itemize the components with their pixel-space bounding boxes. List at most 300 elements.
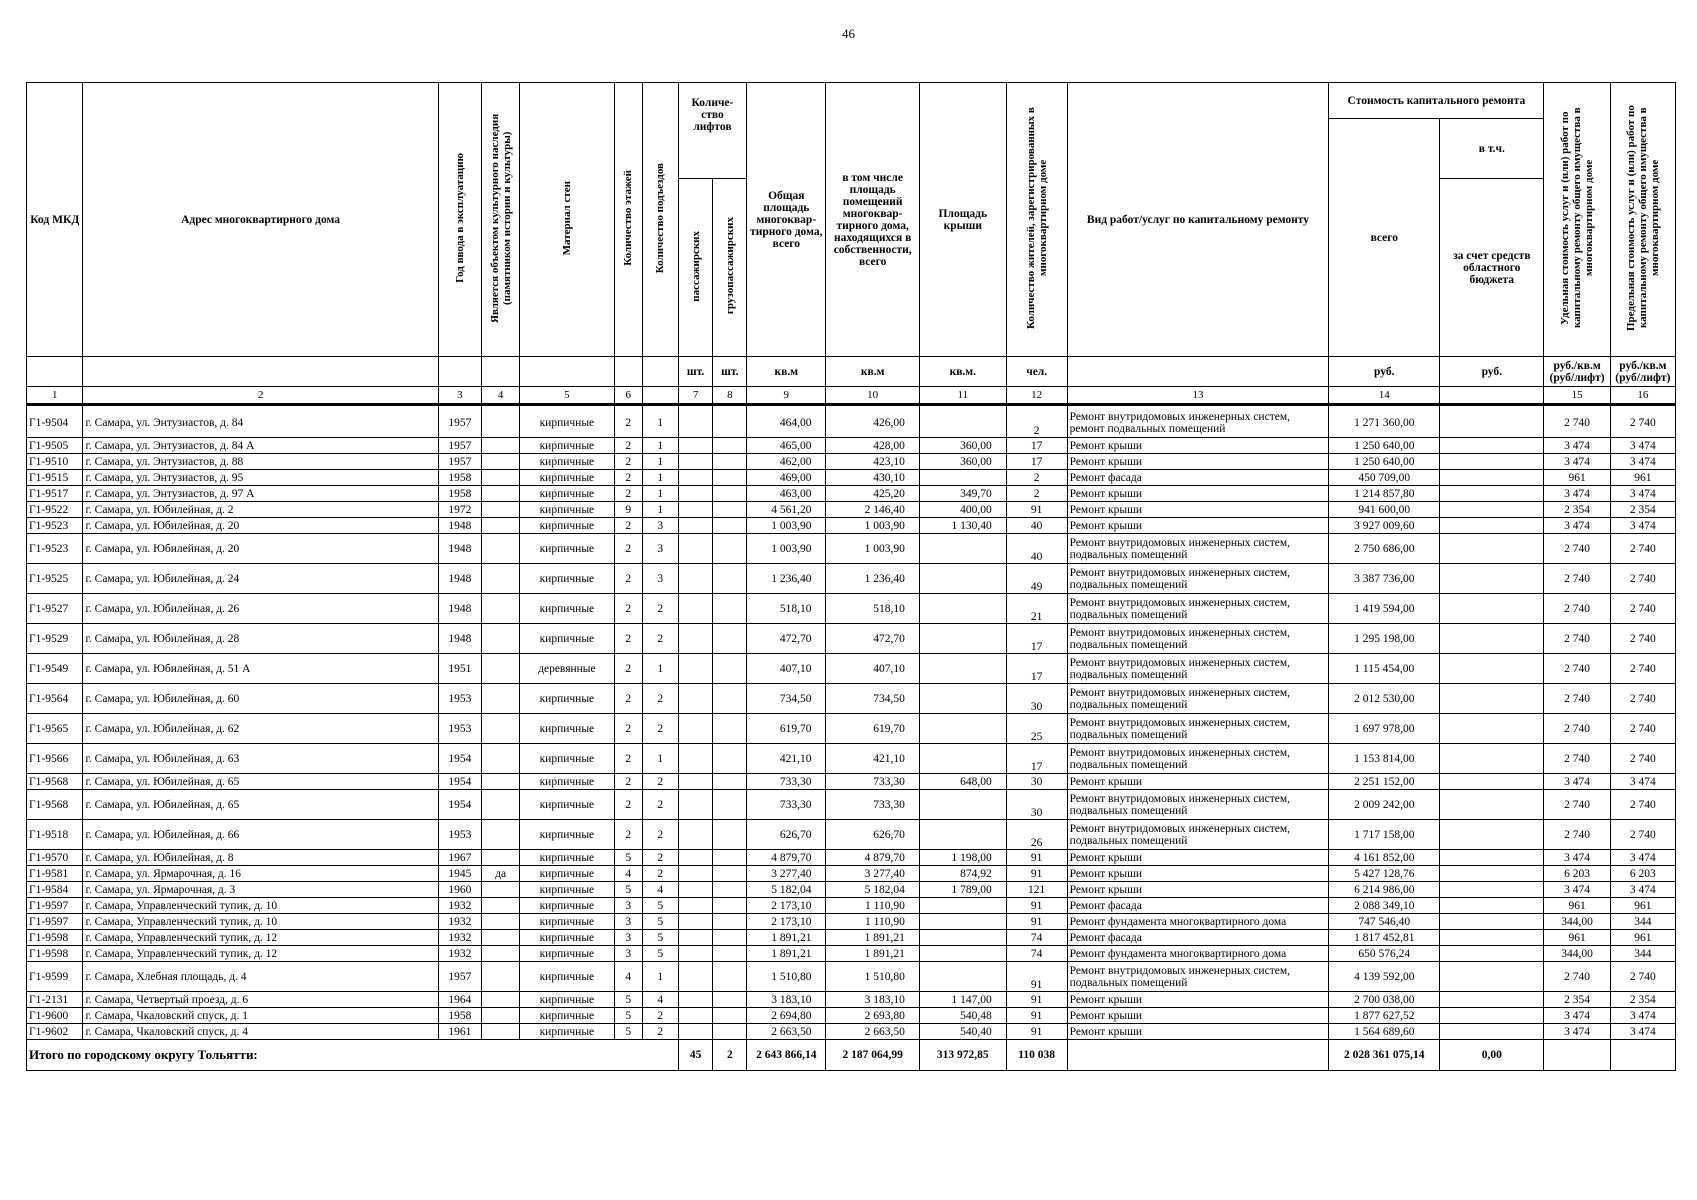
row-entrances: 2 [642,790,678,820]
row-address: г. Самара, Управленческий тупик, д. 12 [83,946,438,962]
row-address: г. Самара, Чкаловский спуск, д. 4 [83,1024,438,1040]
row-roof-area [919,594,1006,624]
row-residents: 91 [1006,992,1067,1008]
row-entrances: 2 [642,684,678,714]
header-work-type: Вид работ/услуг по капитальному ремонту [1067,83,1329,357]
row-limit-cost: 3 474 [1610,1008,1675,1024]
row-code: Г1-9505 [27,438,83,454]
row-entrances: 2 [642,594,678,624]
row-wall-material: кирпичные [520,1008,615,1024]
row-unit-cost: 3 474 [1544,882,1610,898]
row-lifts-passenger [678,1024,713,1040]
unit-rate: руб./кв.м (руб/лифт) [1610,357,1675,387]
row-lifts-cargo [713,820,747,850]
row-limit-cost: 3 474 [1610,774,1675,790]
table-row [27,486,1676,502]
row-lifts-passenger [678,714,713,744]
row-heritage [482,790,520,820]
row-lifts-passenger [678,946,713,962]
row-roof-area [919,714,1006,744]
row-floors: 2 [614,518,642,534]
row-code: Г1-9597 [27,898,83,914]
row-area: 1 891,21 [747,930,826,946]
row-owned-area: 2 146,40 [826,502,919,518]
row-year: 1964 [438,992,481,1008]
row-area: 1 003,90 [747,534,826,564]
row-work-type: Ремонт внутридомовых инженерных систем, подвальных помещений [1067,714,1329,744]
row-residents: 30 [1006,684,1067,714]
row-lifts-passenger [678,518,713,534]
row-limit-cost: 2 740 [1610,654,1675,684]
table-row [27,534,1676,564]
row-owned-area: 430,10 [826,470,919,486]
header-regional-budget: за счет средств областного бюджета [1440,179,1544,357]
header-code: Код МКД [27,83,83,357]
row-cost: 450 709,00 [1329,470,1440,486]
row-code: Г1-9564 [27,684,83,714]
row-wall-material: кирпичные [520,486,615,502]
row-heritage [482,594,520,624]
row-address: г. Самара, ул. Юбилейная, д. 20 [83,534,438,564]
row-year: 1953 [438,714,481,744]
row-owned-area: 5 182,04 [826,882,919,898]
row-cost: 2 700 038,00 [1329,992,1440,1008]
row-cost: 2 251 152,00 [1329,774,1440,790]
row-entrances: 2 [642,714,678,744]
row-lifts-cargo [713,405,747,438]
row-roof-area: 540,40 [919,1024,1006,1040]
row-year: 1954 [438,744,481,774]
row-floors: 2 [614,654,642,684]
column-number [642,387,678,405]
row-regional [1440,790,1544,820]
row-code: Г1-9522 [27,502,83,518]
row-floors: 3 [614,898,642,914]
row-owned-area: 2 663,50 [826,1024,919,1040]
row-wall-material: кирпичные [520,992,615,1008]
row-unit-cost: 3 474 [1544,454,1610,470]
row-residents: 91 [1006,914,1067,930]
row-residents: 21 [1006,594,1067,624]
row-unit-cost: 2 740 [1544,594,1610,624]
row-code: Г1-9600 [27,1008,83,1024]
row-regional [1440,714,1544,744]
row-area: 464,00 [747,405,826,438]
row-roof-area: 360,00 [919,454,1006,470]
row-wall-material: кирпичные [520,518,615,534]
row-year: 1948 [438,534,481,564]
row-regional [1440,454,1544,470]
row-code: Г1-9525 [27,564,83,594]
row-address: г. Самара, ул. Юбилейная, д. 8 [83,850,438,866]
total-area: 2 643 866,14 [747,1040,826,1071]
column-numbers-row [27,387,1676,405]
row-area: 5 182,04 [747,882,826,898]
row-floors: 2 [614,774,642,790]
row-regional [1440,992,1544,1008]
row-lifts-cargo [713,744,747,774]
row-area: 734,50 [747,684,826,714]
row-floors: 4 [614,866,642,882]
row-roof-area [919,898,1006,914]
row-lifts-cargo [713,486,747,502]
row-owned-area: 1 110,90 [826,914,919,930]
row-roof-area [919,962,1006,992]
row-year: 1972 [438,502,481,518]
row-work-type: Ремонт крыши [1067,882,1329,898]
row-heritage [482,486,520,502]
row-unit-cost: 2 740 [1544,820,1610,850]
row-regional [1440,898,1544,914]
row-year: 1960 [438,882,481,898]
row-owned-area: 733,30 [826,790,919,820]
row-lifts-cargo [713,850,747,866]
row-heritage [482,564,520,594]
row-roof-area: 540,48 [919,1008,1006,1024]
table-row [27,564,1676,594]
row-lifts-passenger [678,654,713,684]
row-owned-area: 1 003,90 [826,534,919,564]
row-floors: 3 [614,914,642,930]
row-heritage [482,744,520,774]
row-wall-material: кирпичные [520,898,615,914]
row-owned-area: 733,30 [826,774,919,790]
row-residents: 17 [1006,454,1067,470]
header-address: Адрес многоквартирного дома [83,83,438,357]
row-regional [1440,820,1544,850]
row-unit-cost: 2 740 [1544,684,1610,714]
row-lifts-passenger [678,594,713,624]
row-area: 1 003,90 [747,518,826,534]
row-residents: 40 [1006,518,1067,534]
row-limit-cost: 2 740 [1610,684,1675,714]
row-cost: 4 161 852,00 [1329,850,1440,866]
row-entrances: 1 [642,486,678,502]
row-entrances: 1 [642,454,678,470]
row-lifts-cargo [713,624,747,654]
row-year: 1953 [438,684,481,714]
row-work-type: Ремонт внутридомовых инженерных систем, подвальных помещений [1067,654,1329,684]
row-heritage [482,684,520,714]
row-work-type: Ремонт фасада [1067,470,1329,486]
row-work-type: Ремонт внутридомовых инженерных систем, подвальных помещений [1067,684,1329,714]
row-regional [1440,438,1544,454]
column-number: 14 [1329,387,1440,405]
row-area: 3 183,10 [747,992,826,1008]
row-work-type: Ремонт внутридомовых инженерных систем, подвальных помещений [1067,962,1329,992]
row-limit-cost: 2 354 [1610,992,1675,1008]
row-year: 1932 [438,898,481,914]
table-row [27,684,1676,714]
row-year: 1953 [438,820,481,850]
total-lifts-cargo: 2 [713,1040,747,1071]
row-floors: 5 [614,882,642,898]
row-year: 1957 [438,405,481,438]
row-residents: 17 [1006,744,1067,774]
row-regional [1440,502,1544,518]
row-code: Г1-9549 [27,654,83,684]
row-code: Г1-9517 [27,486,83,502]
table-row [27,744,1676,774]
row-wall-material: кирпичные [520,744,615,774]
row-regional [1440,866,1544,882]
row-address: г. Самара, ул. Юбилейная, д. 51 А [83,654,438,684]
row-regional [1440,518,1544,534]
row-cost: 2 750 686,00 [1329,534,1440,564]
row-lifts-cargo [713,946,747,962]
unit-rub: руб. [1329,357,1440,387]
row-owned-area: 626,70 [826,820,919,850]
row-unit-cost: 2 354 [1544,992,1610,1008]
row-work-type: Ремонт внутридомовых инженерных систем, ремонт подвальных помещений [1067,405,1329,438]
row-wall-material: кирпичные [520,774,615,790]
row-wall-material: кирпичные [520,684,615,714]
row-floors: 2 [614,714,642,744]
row-floors: 5 [614,850,642,866]
row-residents: 2 [1006,405,1067,438]
row-code: Г1-9568 [27,790,83,820]
row-cost: 1 153 814,00 [1329,744,1440,774]
row-address: г. Самара, Чкаловский спуск, д. 1 [83,1008,438,1024]
row-owned-area: 425,20 [826,486,919,502]
row-floors: 2 [614,534,642,564]
row-roof-area: 1 130,40 [919,518,1006,534]
row-lifts-passenger [678,502,713,518]
row-wall-material: кирпичные [520,1024,615,1040]
row-cost: 1 250 640,00 [1329,438,1440,454]
row-heritage [482,774,520,790]
row-floors: 2 [614,564,642,594]
row-area: 463,00 [747,486,826,502]
table-row [27,820,1676,850]
row-regional [1440,470,1544,486]
table-body [27,405,1676,1040]
table-row [27,714,1676,744]
row-work-type: Ремонт фундамента многоквартирного дома [1067,946,1329,962]
row-cost: 941 600,00 [1329,502,1440,518]
row-residents: 30 [1006,790,1067,820]
row-work-type: Ремонт фасада [1067,898,1329,914]
row-cost: 3 387 736,00 [1329,564,1440,594]
row-address: г. Самара, ул. Юбилейная, д. 65 [83,774,438,790]
header-lifts: Количе-ство лифтов [678,83,746,179]
row-floors: 2 [614,454,642,470]
row-entrances: 5 [642,930,678,946]
row-lifts-cargo [713,594,747,624]
row-cost: 1 717 158,00 [1329,820,1440,850]
row-area: 1 510,80 [747,962,826,992]
row-entrances: 2 [642,774,678,790]
row-heritage [482,992,520,1008]
row-unit-cost: 2 740 [1544,654,1610,684]
row-wall-material: кирпичные [520,438,615,454]
table-row [27,962,1676,992]
row-lifts-cargo [713,714,747,744]
row-lifts-passenger [678,1008,713,1024]
row-lifts-cargo [713,866,747,882]
row-regional [1440,882,1544,898]
row-residents: 17 [1006,624,1067,654]
row-wall-material: кирпичные [520,946,615,962]
row-unit-cost: 2 740 [1544,790,1610,820]
row-limit-cost: 3 474 [1610,454,1675,470]
row-wall-material: деревянные [520,654,615,684]
row-work-type: Ремонт крыши [1067,454,1329,470]
total-residents: 110 038 [1006,1040,1067,1071]
row-residents: 17 [1006,438,1067,454]
row-cost: 5 427 128,76 [1329,866,1440,882]
row-heritage [482,898,520,914]
row-cost: 747 546,40 [1329,914,1440,930]
row-roof-area [919,820,1006,850]
row-heritage [482,850,520,866]
row-address: г. Самара, ул. Юбилейная, д. 26 [83,594,438,624]
row-owned-area: 423,10 [826,454,919,470]
row-lifts-passenger [678,774,713,790]
row-code: Г1-2131 [27,992,83,1008]
row-lifts-cargo [713,882,747,898]
row-area: 465,00 [747,438,826,454]
row-residents: 49 [1006,564,1067,594]
row-unit-cost: 2 354 [1544,502,1610,518]
row-address: г. Самара, ул. Ярмарочная, д. 16 [83,866,438,882]
row-lifts-passenger [678,486,713,502]
row-unit-cost: 2 740 [1544,744,1610,774]
table-row [27,624,1676,654]
row-entrances: 1 [642,962,678,992]
row-lifts-passenger [678,914,713,930]
header-repair-cost: Стоимость капитального ремонта [1329,83,1544,119]
row-roof-area [919,624,1006,654]
total-regional: 0,00 [1440,1040,1544,1071]
row-regional [1440,946,1544,962]
row-residents: 91 [1006,898,1067,914]
row-area: 733,30 [747,790,826,820]
row-regional [1440,564,1544,594]
row-work-type: Ремонт крыши [1067,992,1329,1008]
row-unit-cost: 3 474 [1544,438,1610,454]
row-wall-material: кирпичные [520,534,615,564]
row-roof-area: 349,70 [919,486,1006,502]
total-row [27,1040,1676,1071]
row-heritage [482,470,520,486]
row-limit-cost: 2 740 [1610,594,1675,624]
row-code: Г1-9598 [27,930,83,946]
row-area: 462,00 [747,454,826,470]
row-address: г. Самара, Управленческий тупик, д. 10 [83,898,438,914]
row-roof-area [919,684,1006,714]
row-entrances: 1 [642,470,678,486]
header-area-total: Общая площадь многоквар-тирного дома, всего [747,83,826,357]
row-owned-area: 421,10 [826,744,919,774]
row-address: г. Самара, ул. Энтузиастов, д. 84 А [83,438,438,454]
row-lifts-passenger [678,470,713,486]
row-unit-cost: 2 740 [1544,962,1610,992]
row-unit-cost: 3 474 [1544,1008,1610,1024]
column-number: 11 [919,387,1006,405]
row-roof-area: 648,00 [919,774,1006,790]
row-owned-area: 428,00 [826,438,919,454]
row-roof-area [919,744,1006,774]
row-unit-cost: 2 740 [1544,624,1610,654]
column-number: 10 [826,387,919,405]
row-area: 1 236,40 [747,564,826,594]
row-address: г. Самара, ул. Юбилейная, д. 63 [83,744,438,774]
row-area: 472,70 [747,624,826,654]
row-owned-area: 1 510,80 [826,962,919,992]
row-limit-cost: 2 740 [1610,820,1675,850]
row-work-type: Ремонт внутридомовых инженерных систем, подвальных помещений [1067,790,1329,820]
row-wall-material: кирпичные [520,564,615,594]
row-roof-area: 1 198,00 [919,850,1006,866]
row-owned-area: 734,50 [826,684,919,714]
row-area: 619,70 [747,714,826,744]
row-regional [1440,774,1544,790]
row-regional [1440,914,1544,930]
row-roof-area: 874,92 [919,866,1006,882]
row-lifts-cargo [713,470,747,486]
row-limit-cost: 2 740 [1610,624,1675,654]
row-residents: 2 [1006,470,1067,486]
row-work-type: Ремонт крыши [1067,438,1329,454]
row-cost: 1 214 857,80 [1329,486,1440,502]
row-lifts-passenger [678,962,713,992]
column-number: 7 [678,387,713,405]
row-address: г. Самара, Четвертый проезд, д. 6 [83,992,438,1008]
row-limit-cost: 3 474 [1610,518,1675,534]
row-code: Г1-9584 [27,882,83,898]
row-residents: 40 [1006,534,1067,564]
row-limit-cost: 2 740 [1610,790,1675,820]
row-unit-cost: 3 474 [1544,518,1610,534]
row-work-type: Ремонт фасада [1067,930,1329,946]
table-row [27,438,1676,454]
header-entrances: Количество подъездов [654,162,667,274]
row-limit-cost: 2 740 [1610,534,1675,564]
row-address: г. Самара, ул. Энтузиастов, д. 84 [83,405,438,438]
row-wall-material: кирпичные [520,594,615,624]
row-lifts-passenger [678,790,713,820]
row-roof-area [919,790,1006,820]
table-row [27,790,1676,820]
row-address: г. Самара, Управленческий тупик, д. 10 [83,914,438,930]
row-work-type: Ремонт крыши [1067,850,1329,866]
row-wall-material: кирпичные [520,820,615,850]
row-limit-cost: 344 [1610,946,1675,962]
row-lifts-cargo [713,502,747,518]
header-lifts-passenger: пассажирских [689,230,702,302]
row-code: Г1-9599 [27,962,83,992]
row-heritage [482,654,520,684]
total-cost: 2 028 361 075,14 [1329,1040,1440,1071]
row-cost: 4 139 592,00 [1329,962,1440,992]
row-limit-cost: 961 [1610,898,1675,914]
row-limit-cost: 3 474 [1610,850,1675,866]
row-heritage [482,946,520,962]
row-regional [1440,1008,1544,1024]
row-entrances: 4 [642,992,678,1008]
table-row [27,594,1676,624]
row-work-type: Ремонт фундамента многоквартирного дома [1067,914,1329,930]
table-row [27,518,1676,534]
row-area: 469,00 [747,470,826,486]
row-heritage [482,534,520,564]
row-owned-area: 619,70 [826,714,919,744]
row-work-type: Ремонт внутридомовых инженерных систем, подвальных помещений [1067,744,1329,774]
header-floors: Количество этажей [622,170,635,266]
row-area: 2 663,50 [747,1024,826,1040]
row-unit-cost: 2 740 [1544,564,1610,594]
